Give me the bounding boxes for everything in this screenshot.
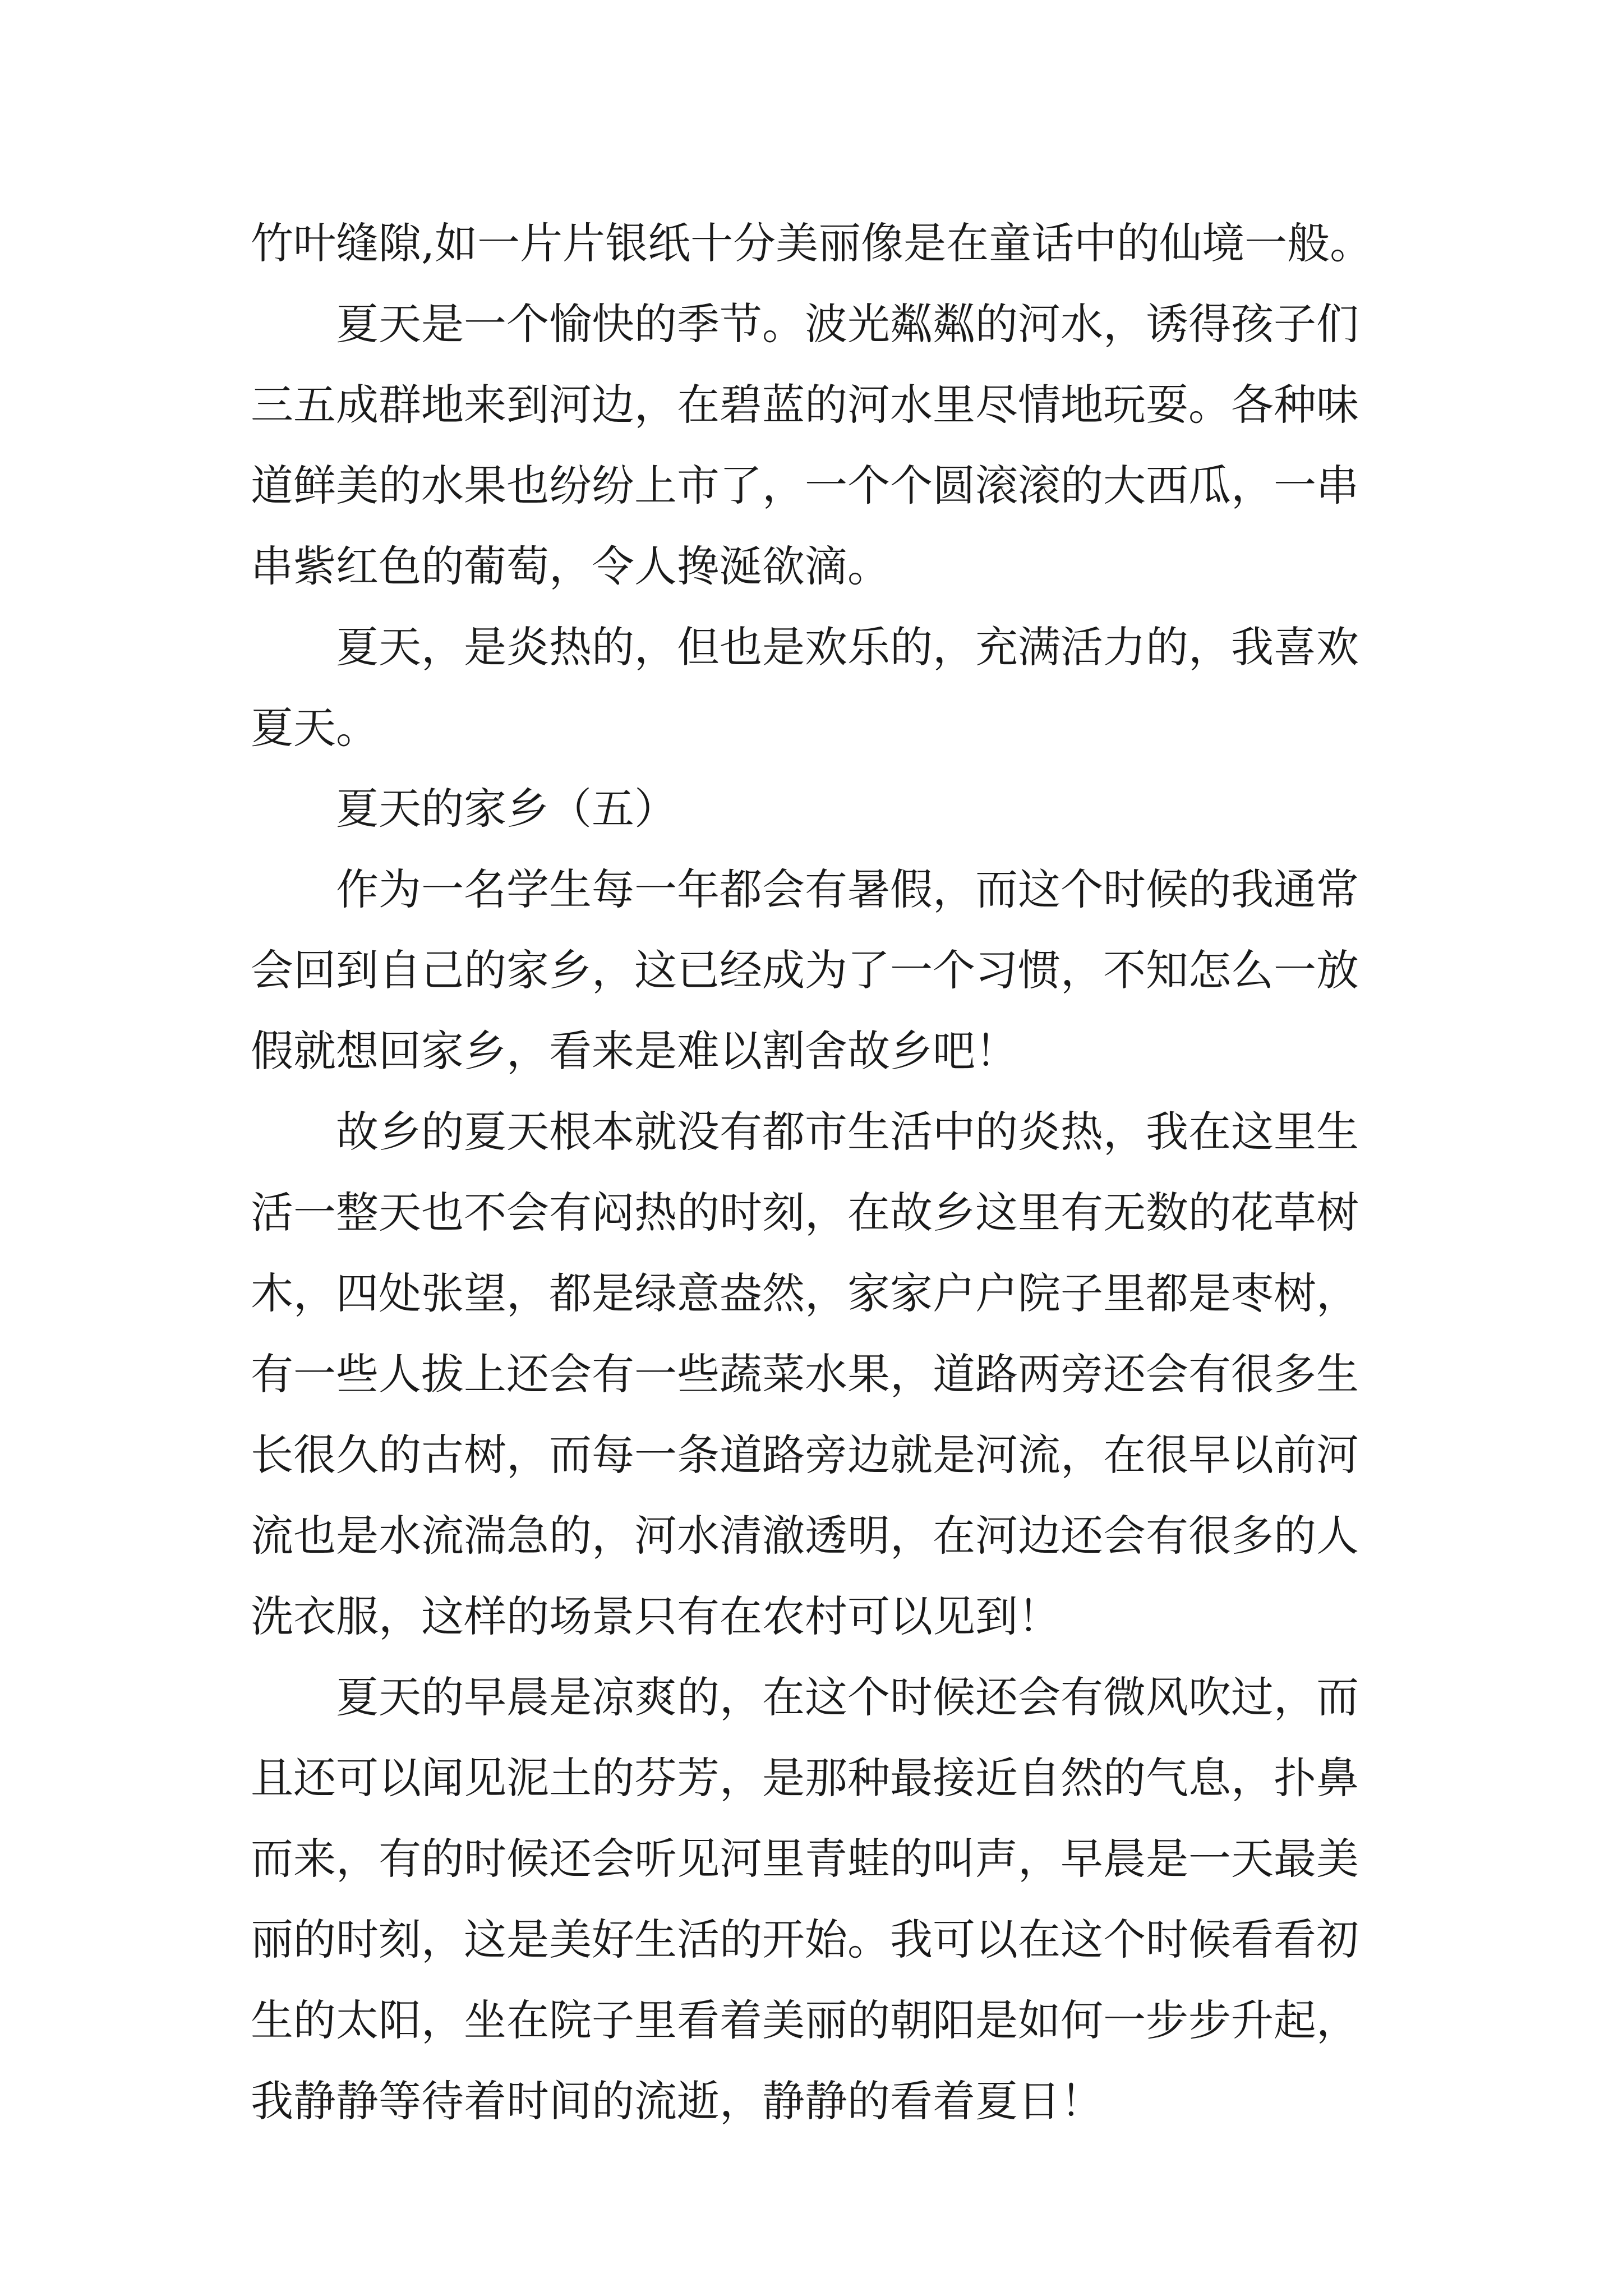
text-line: 生的太阳，坐在院子里看着美丽的朝阳是如何一步步升起，: [251, 1995, 1359, 2045]
section-heading: 夏天的家乡（五）: [336, 784, 677, 834]
text-line: 流也是水流湍急的，河水清澈透明，在河边还会有很多的人: [251, 1511, 1359, 1561]
paragraph-start-line: 夏天是一个愉快的季节。波光粼粼的河水，诱得孩子们: [336, 299, 1359, 349]
text-line: 夏天。: [251, 703, 379, 753]
text-line: 长很久的古树，而每一条道路旁边就是河流，在很早以前河: [251, 1430, 1359, 1480]
paragraph-start-line: 夏天的早晨是凉爽的，在这个时候还会有微风吹过，而: [336, 1672, 1359, 1722]
text-line: 木，四处张望，都是绿意盎然，家家户户院子里都是枣树，: [251, 1268, 1359, 1318]
text-line: 竹叶缝隙,如一片片银纸十分美丽像是在童话中的仙境一般。: [251, 218, 1373, 268]
text-line: 丽的时刻，这是美好生活的开始。我可以在这个时候看看初: [251, 1915, 1359, 1964]
text-line: 有一些人拔上还会有一些蔬菜水果，道路两旁还会有很多生: [251, 1349, 1359, 1399]
text-line: 串紫红色的葡萄，令人搀涎欲滴。: [251, 541, 890, 591]
paragraph-start-line: 作为一名学生每一年都会有暑假，而这个时候的我通常: [336, 864, 1359, 914]
text-line: 且还可以闻见泥土的芬芳，是那种最接近自然的气息，扑鼻: [251, 1753, 1359, 1803]
paragraph-start-line: 夏天，是炎热的，但也是欢乐的，充满活力的，我喜欢: [336, 622, 1359, 672]
text-line: 假就想回家乡，看来是难以割舍故乡吧！: [251, 1026, 1018, 1076]
text-line: 会回到自己的家乡，这已经成为了一个习惯，不知怎么一放: [251, 945, 1359, 995]
text-line: 道鲜美的水果也纷纷上市了，一个个圆滚滚的大西瓜，一串: [251, 461, 1359, 510]
text-line: 洗衣服，这样的场景只有在农村可以见到！: [251, 1591, 1061, 1641]
text-line: 三五成群地来到河边，在碧蓝的河水里尽情地玩耍。各种味: [251, 380, 1359, 430]
paragraph-start-line: 故乡的夏天根本就没有都市生活中的炎热，我在这里生: [336, 1107, 1359, 1157]
text-line: 活一整天也不会有闷热的时刻，在故乡这里有无数的花草树: [251, 1188, 1359, 1237]
body-text: [251, 203, 1434, 2142]
text-line: 我静静等待着时间的流逝，静静的看着夏日！: [251, 2076, 1103, 2126]
text-line: 而来，有的时候还会听见河里青蛙的叫声，早晨是一天最美: [251, 1834, 1359, 1884]
